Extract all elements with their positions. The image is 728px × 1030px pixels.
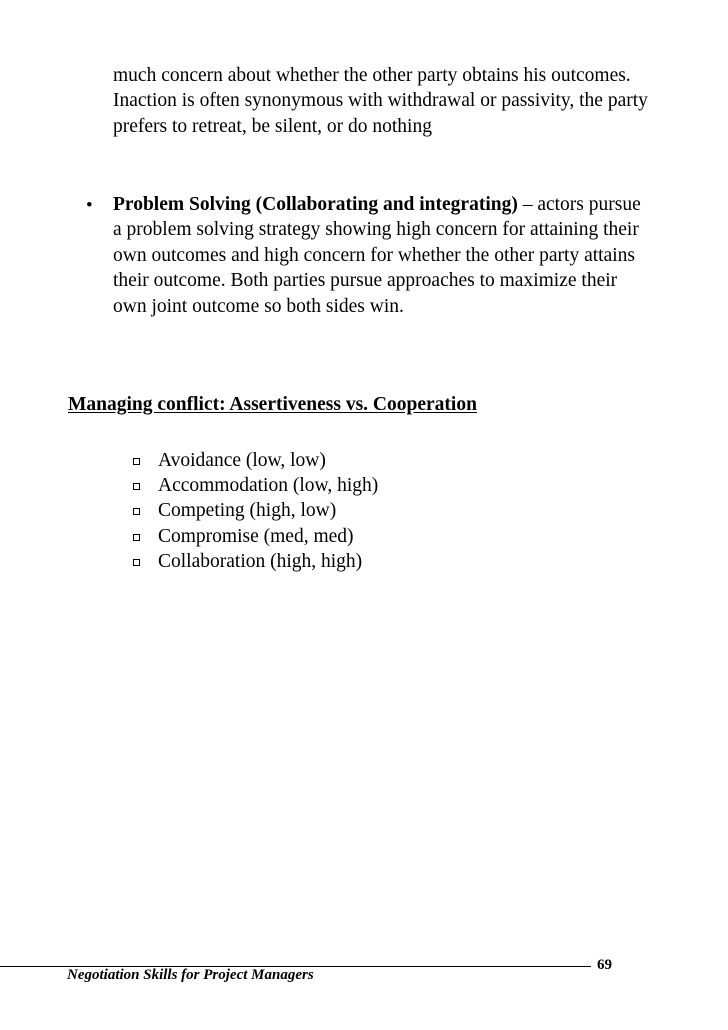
square-bullet-icon xyxy=(133,458,140,465)
continued-paragraph: much concern about whether the other party obtains his outcomes. Inaction is often synonymous with withdrawal or passivity, the party prefers to retreat, be silent, or do nothing xyxy=(113,65,648,137)
square-bullet-icon xyxy=(133,534,140,541)
list-item xyxy=(131,473,378,498)
page-number: 69 xyxy=(597,957,612,973)
list-item-text: Competing (high, low) xyxy=(158,500,337,522)
list-item xyxy=(131,549,378,574)
bullet-marker: • xyxy=(86,195,93,216)
conflict-style-list xyxy=(131,448,378,574)
bullet-item-problem-solving xyxy=(113,192,653,319)
list-item-text: Accommodation (low, high) xyxy=(158,475,379,497)
section-heading: Managing conflict: Assertiveness vs. Cooperation xyxy=(68,394,477,415)
list-item-text: Compromise (med, med) xyxy=(158,525,354,547)
square-bullet-icon xyxy=(133,508,140,515)
list-item-text: Collaboration (high, high) xyxy=(158,550,363,572)
list-item-text: Avoidance (low, low) xyxy=(158,450,326,471)
list-item xyxy=(131,524,378,549)
bullet-title: Problem Solving (Collaborating and integrating) xyxy=(113,194,518,215)
bullet-body: – actors pursue a problem solving strategy showing high concern for attaining their own outcomes and high concern for whether the other party attains their outcome. Both parties pursue approaches to maximize their own joint outcome so both sides win. xyxy=(113,194,641,317)
square-bullet-icon xyxy=(133,559,140,566)
list-item xyxy=(131,498,378,523)
list-item xyxy=(131,448,378,473)
square-bullet-icon xyxy=(133,483,140,490)
footer-title: Negotiation Skills for Project Managers xyxy=(67,967,314,983)
